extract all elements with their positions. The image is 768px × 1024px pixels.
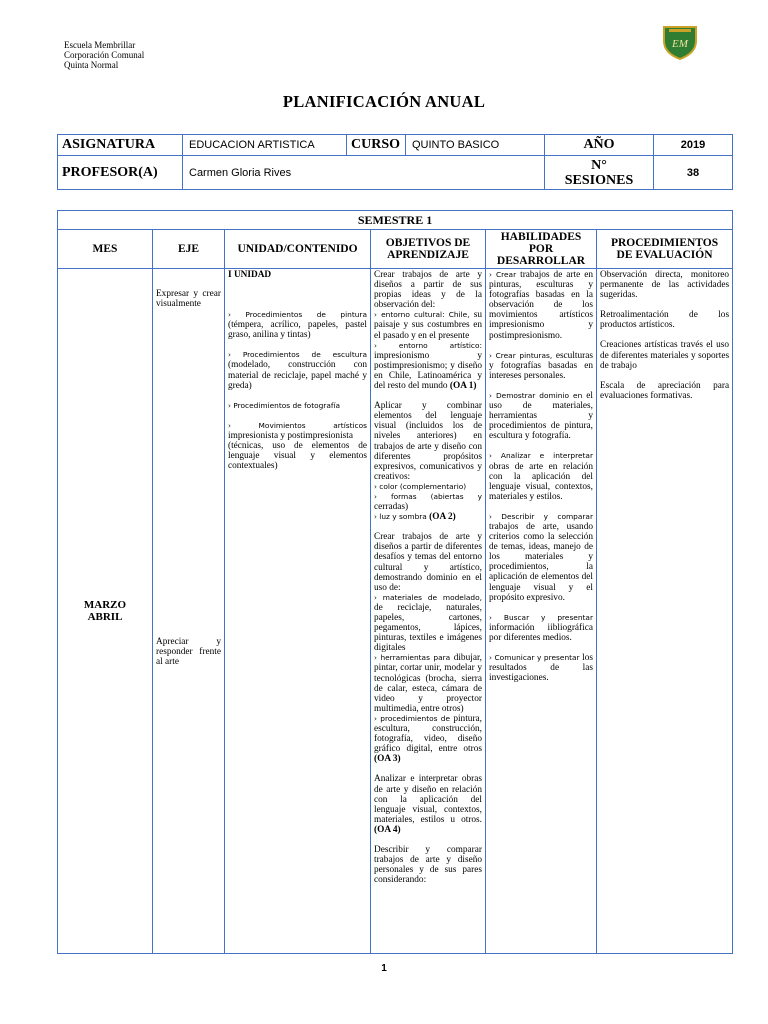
hab-describir-label: › Describir y comparar	[489, 511, 593, 521]
school-corporation: Corporación Comunal	[64, 50, 145, 60]
info-table	[57, 134, 733, 190]
planning-table	[57, 210, 733, 954]
unidad-pintura-text: (témpera, acrílico, papeles, pastel graso, anilina y tintas)	[228, 320, 367, 341]
oa3-bullet-2-text: dibujar, pintar, cortar unir, modelar y tecnológicas (brocha, sierra de calar, esteca, cámara de video y proyector multimedia, entre otros)	[374, 653, 482, 714]
school-commune: Quinta Normal	[64, 60, 119, 70]
page-title: PLANIFICACIÓN ANUAL	[282, 92, 486, 111]
eval-observacion: Observación directa, monitoreo permanente de las actividades sugeridas.	[600, 270, 730, 301]
anio-label: AÑO	[545, 135, 654, 156]
oa1-bullet-1: › entorno cultural: Chile,	[374, 310, 470, 320]
col-header-habilidades-line-1: HABILIDADES	[500, 231, 582, 243]
mes-line-1: MARZO	[83, 599, 127, 611]
profesor-label: PROFESOR(A)	[58, 156, 183, 190]
col-header-objetivos	[371, 230, 486, 269]
hab-buscar-label: › Buscar y presentar	[489, 612, 593, 622]
oa4-text: Analizar e interpretar obras de arte y diseño en relación con la aplicación del lenguaje visual, contextos, materiales, estilos u otros.	[374, 774, 482, 825]
oa4-code: (OA 4)	[374, 824, 401, 835]
sesiones-label-line-1: N°	[591, 157, 607, 173]
sesiones-value: 38	[654, 156, 733, 190]
sesiones-label	[545, 156, 654, 190]
hab-buscar-text: información iibliográfica por diferentes medios.	[489, 622, 593, 643]
anio-value: 2019	[654, 135, 733, 156]
oa2-text: Aplicar y combinar elementos del lenguaje visual (incluidos los de niveles anteriores) en trabajos de arte y diseño con diferentes propósitos expresivos, comunicativos y creativos:	[374, 401, 482, 482]
asignatura-label: ASIGNATURA	[58, 135, 183, 156]
school-logo-shield-icon	[661, 24, 699, 60]
oa3-bullet-2: › herramientas para	[374, 653, 451, 663]
oa1-code: (OA 1)	[449, 381, 477, 392]
oa3-bullet-1: › materiales de modelado,	[374, 592, 482, 602]
unidad-title: I UNIDAD	[228, 270, 272, 280]
unidad-movimientos-detail: (técnicas, uso de elementos de lenguaje visual y elementos contextuales)	[228, 441, 367, 472]
hab-comunicar-label: › Comunicar y presentar	[489, 653, 580, 662]
profesor-value: Carmen Gloria Rives	[183, 156, 545, 190]
oa1-bullet-1-text: su paisaje y sus costumbres en el pasado y en el presente	[374, 310, 483, 341]
unidad-movimientos-label: › Movimientos artísticos	[228, 420, 367, 430]
oa1-bullet-2: › entorno artístico:	[374, 340, 482, 350]
col-header-objetivos-line-2: APRENDIZAJE	[387, 249, 469, 261]
curso-value: QUINTO BASICO	[406, 135, 545, 156]
hab-dominio-text: el uso de materiales, herramientas y procedimientos de pintura, escultura y fotografía.	[489, 390, 593, 442]
oa2-code: (OA 2)	[429, 512, 456, 523]
oa2-bullet-2: › formas (abiertas y	[374, 491, 482, 501]
col-header-procedimientos-line-2: DE EVALUACIÓN	[616, 249, 713, 261]
oa3-text: Crear trabajos de arte y diseños a partir de diferentes desafíos y temas del entorno cultural y artístico, demostrando dominio en el uso de:	[374, 532, 482, 593]
oa2-bullet-3: › luz y sombra	[374, 512, 427, 522]
col-header-objetivos-line-1: OBJETIVOS DE	[385, 237, 471, 249]
curso-label: CURSO	[347, 135, 406, 156]
sesiones-label-line-2: SESIONES	[564, 172, 634, 188]
habilidades-cell	[486, 269, 597, 954]
col-header-eje: EJE	[153, 230, 225, 269]
logo-text: EM	[672, 38, 688, 50]
hab-analizar-label: › Analizar e interpretar	[489, 451, 593, 461]
unidad-fotografia-label: › Procedimientos de fotografía	[228, 400, 341, 410]
eval-creaciones: Creaciones artísticas través el uso de diferentes materiales y soportes de trabajo	[600, 340, 730, 371]
oa3-bullet-1-text: de reciclaje, naturales, papeles, cartones, pegamentos, lápices, pinturas, textiles e imágenes digitales	[374, 602, 482, 654]
oa3-code: (OA 3)	[374, 754, 401, 765]
procedimientos-cell	[597, 269, 733, 954]
unidad-movimientos-text: impresionista y postimpresionista	[228, 430, 353, 441]
oa2-bullet-2-text: cerradas)	[374, 502, 409, 513]
col-header-procedimientos	[597, 230, 733, 269]
oa3-bullet-3: › procedimientos de	[374, 713, 451, 723]
unidad-pintura-label: › Procedimientos de pintura	[228, 310, 367, 320]
mes-line-2: ABRIL	[87, 611, 123, 623]
school-name: Escuela Membrillar	[64, 40, 136, 50]
objetivos-cell	[371, 269, 486, 954]
hab-describir-text: trabajos de arte, usando criterios como la selección de temas, ideas, manejo de los materiales y procedimientos, la aplicación de elementos del lenguaje visual y el propósito expresivo.	[489, 521, 593, 603]
hab-crear-pinturas-text: esculturas y fotografías basadas en intereses personales.	[489, 350, 593, 381]
unidad-cell	[225, 269, 371, 954]
eje-apreciar: Apreciar y responder frente al arte	[156, 637, 221, 668]
unidad-escultura-label: › Procedimientos de escultura	[228, 350, 367, 360]
hab-crear-label: › Crear	[489, 270, 517, 279]
unidad-escultura-text: (modelado, construcción con material de reciclaje, papel maché y greda)	[228, 360, 367, 391]
eje-cell	[153, 269, 225, 954]
hab-analizar-text: obras de arte en relación con la aplicación del lenguaje visual, contextos, materiales y estilos.	[489, 461, 593, 502]
semester-header: SEMESTRE 1	[58, 211, 733, 230]
hab-crear-text: trabajos de arte en pinturas, esculturas y fotografías basadas en la observación de los movimientos artísticos impresionismo y postimpresionismo.	[489, 270, 593, 341]
col-header-mes: MES	[58, 230, 153, 269]
oa5-text: Describir y comparar trabajos de arte y diseño personales y de sus pares considerando:	[374, 844, 482, 886]
page-number: 1	[381, 963, 387, 974]
oa1-bullet-2-text: impresionismo y postimpresionismo; y diseño en Chile, Latinoamérica y del resto del mundo	[374, 350, 482, 392]
hab-crear-pinturas-label: › Crear pinturas,	[489, 350, 553, 360]
col-header-unidad: UNIDAD/CONTENIDO	[225, 230, 371, 269]
hab-comunicar-text: los resultados de las investigaciones.	[489, 653, 593, 684]
mes-cell	[58, 269, 153, 954]
eval-retroalimentacion: Retroalimentación de los productos artísticos.	[600, 310, 730, 331]
oa3-bullet-3-text: pintura, escultura, construcción, fotografía, video, diseño gráfico digital, entre otros	[374, 713, 482, 755]
hab-dominio-label: › Demostrar dominio en	[489, 390, 583, 400]
eje-expresar: Expresar y crear visualmente	[156, 289, 221, 310]
eval-escala: Escala de apreciación para evaluaciones formativas.	[600, 380, 730, 401]
asignatura-value: EDUCACION ARTISTICA	[183, 135, 347, 156]
col-header-habilidades-line-2: POR	[528, 243, 554, 255]
col-header-habilidades	[486, 230, 597, 269]
oa2-bullet-1: › color (complementario)	[374, 481, 467, 491]
col-header-habilidades-line-3: DESARROLLAR	[496, 255, 586, 267]
col-header-procedimientos-line-1: PROCEDIMIENTOS	[610, 237, 719, 249]
oa1-text: Crear trabajos de arte y diseños a partir de sus propias ideas y de la observación del:	[374, 270, 482, 311]
school-header	[64, 40, 144, 70]
